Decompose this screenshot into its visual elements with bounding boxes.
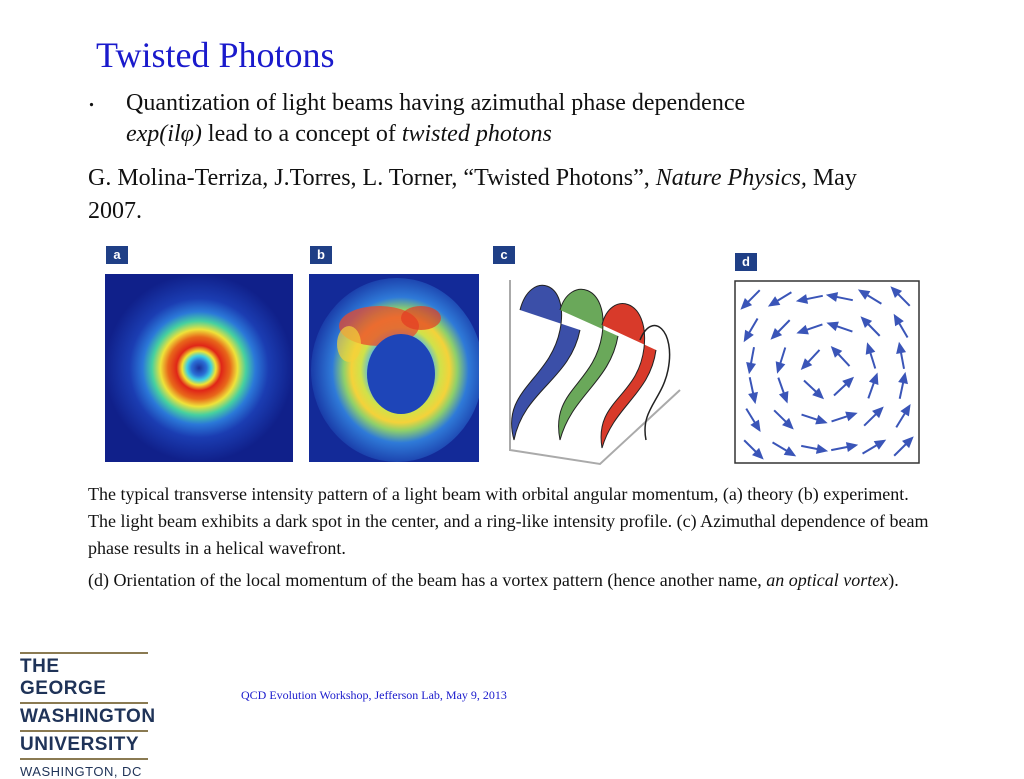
figure-caption-d <box>88 567 938 594</box>
caption-d-text: (d) Orientation of the local momentum of the beam has a vortex pattern (hence another name, <box>88 570 767 590</box>
panel-c-helical-wavefront <box>490 270 682 466</box>
bullet-mid: lead to a concept of <box>201 121 402 147</box>
logo-line1: THE GEORGE <box>20 656 107 699</box>
bullet-text <box>126 88 926 150</box>
reference-journal: Nature Physics, <box>655 165 807 191</box>
reference-authors: G. Molina-Terriza, J.Torres, L. Torner, “Twisted Photons”, <box>88 165 656 191</box>
reference <box>88 162 888 228</box>
panel-d-vortex-pattern <box>734 280 920 464</box>
figure-label-a: a <box>106 246 128 264</box>
slide-title: Twisted Photons <box>96 35 335 75</box>
bullet-term: twisted photons <box>401 121 552 147</box>
logo-city: WASHINGTON, DC <box>20 764 142 779</box>
slide-footer: QCD Evolution Workshop, Jefferson Lab, May 9, 2013 <box>241 688 507 702</box>
reference-date: May 2007. <box>88 165 857 224</box>
figure-label-c: c <box>493 246 515 264</box>
logo-line3: UNIVERSITY <box>20 734 140 755</box>
figure-caption: The typical transverse intensity pattern of a light beam with orbital angular momentum, (a) theory (b) experiment. The light beam exhibits a dark spot in the center, and a ring-like intensity profile. (c) Azimuthal dependence of beam phase results in a helical wavefront. <box>88 484 929 558</box>
logo-line2: WASHINGTON <box>20 706 156 727</box>
figure-label-d: d <box>735 253 757 271</box>
bullet-line1: Quantization of light beams having azimuthal phase dependence <box>126 90 746 116</box>
caption-d-end: ). <box>888 570 899 590</box>
panel-b-experiment-intensity <box>309 274 479 462</box>
bullet-marker: . <box>88 82 95 113</box>
bullet-expression: exp(ilφ) <box>126 121 202 147</box>
caption-d-emphasis: an optical vortex <box>766 570 889 590</box>
figure-label-b: b <box>310 246 332 264</box>
university-logo <box>20 650 156 779</box>
panel-a-theory-intensity <box>105 274 293 462</box>
